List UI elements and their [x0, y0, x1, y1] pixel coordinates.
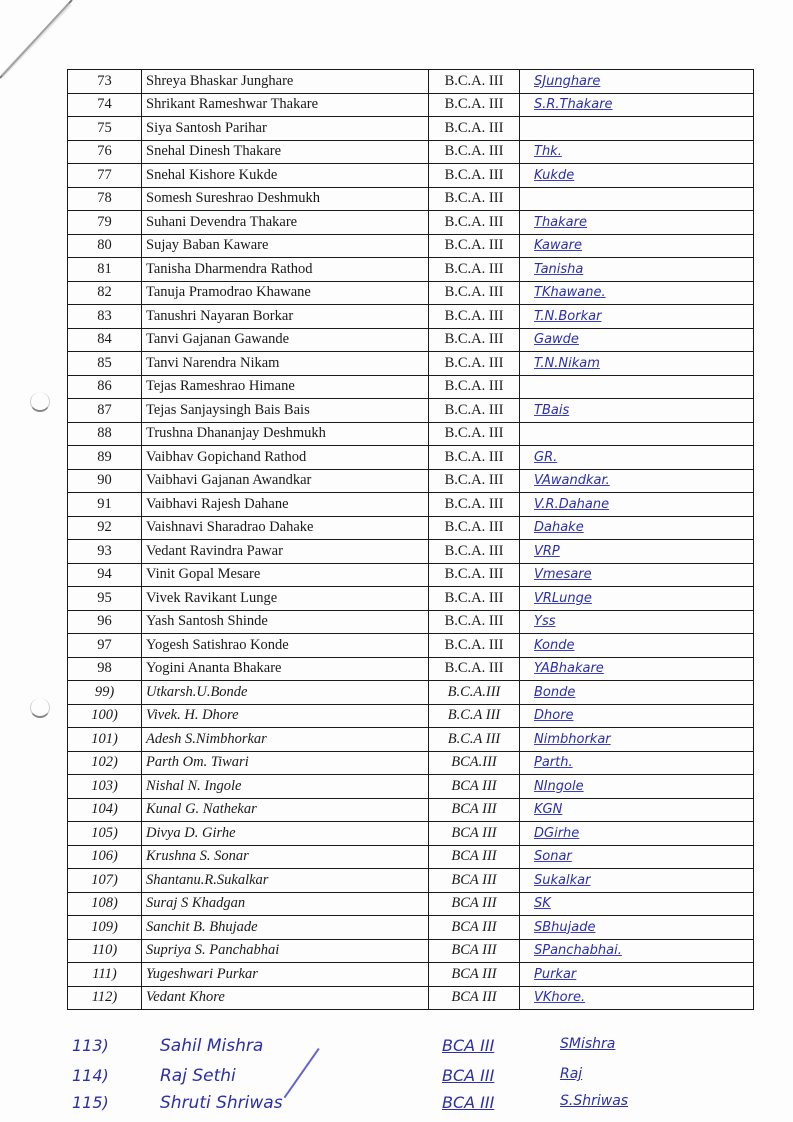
serial-number: 103) [68, 775, 142, 799]
signature-cell [520, 869, 754, 893]
student-name: Tanvi Narendra Nikam [142, 352, 429, 376]
handwritten-row [68, 775, 754, 799]
student-class: BCA III [429, 822, 520, 846]
signature: SK [534, 896, 551, 912]
signature-cell [520, 281, 754, 305]
student-name: Vaibhavi Gajanan Awandkar [142, 469, 429, 493]
page-corner-fold [0, 0, 75, 80]
student-name: Vinit Gopal Mesare [142, 563, 429, 587]
serial-number: 82 [68, 281, 142, 305]
signature-cell [520, 469, 754, 493]
signature-cell [520, 305, 754, 329]
student-class: B.C.A. III [429, 493, 520, 517]
student-class: BCA III [429, 775, 520, 799]
student-name: Yash Santosh Shinde [142, 610, 429, 634]
signature: Kaware [534, 238, 582, 254]
signature: DGirhe [534, 825, 580, 841]
signature: Sukalkar [534, 872, 591, 888]
handwritten-row [68, 939, 754, 963]
student-row [68, 164, 754, 188]
signature-cell [520, 352, 754, 376]
student-name: Raj Sethi [160, 1066, 236, 1086]
handwritten-row [68, 704, 754, 728]
student-row [68, 305, 754, 329]
serial-number: 76 [68, 140, 142, 164]
signature-cell [520, 399, 754, 423]
student-row [68, 70, 754, 94]
serial-number: 105) [68, 822, 142, 846]
student-name: Shruti Shriwas [160, 1093, 283, 1113]
serial-number: 91 [68, 493, 142, 517]
signature-cell [520, 211, 754, 235]
serial-number: 100) [68, 704, 142, 728]
student-class: B.C.A. III [429, 516, 520, 540]
handwritten-row [68, 916, 754, 940]
student-name: Suhani Devendra Thakare [142, 211, 429, 235]
signature: Kukde [534, 167, 575, 183]
signature: T.N.Nikam [534, 355, 600, 371]
signature-cell [520, 258, 754, 282]
signature-cell [520, 164, 754, 188]
student-class: B.C.A. III [429, 140, 520, 164]
student-class: B.C.A. III [429, 634, 520, 658]
serial-number: 80 [68, 234, 142, 258]
signature: SBhujade [534, 919, 596, 935]
student-name: Krushna S. Sonar [142, 845, 429, 869]
student-row [68, 187, 754, 211]
student-class: B.C.A. III [429, 469, 520, 493]
signature-cell [520, 822, 754, 846]
punch-hole-icon [30, 698, 50, 718]
signature-cell [520, 634, 754, 658]
student-name: Shrikant Rameshwar Thakare [142, 93, 429, 117]
signature: VRP [534, 543, 560, 559]
signature: TBais [534, 402, 570, 418]
student-class: B.C.A. III [429, 187, 520, 211]
signature: GR. [534, 449, 558, 465]
signature: Thakare [534, 214, 587, 230]
serial-number: 109) [68, 916, 142, 940]
serial-number: 73 [68, 70, 142, 94]
signature: V.R.Dahane [534, 496, 610, 512]
signature: TKhawane. [534, 285, 606, 301]
signature [524, 426, 534, 441]
student-row [68, 446, 754, 470]
student-name: Tejas Rameshrao Himane [142, 375, 429, 399]
student-class: BCA III [429, 798, 520, 822]
serial-number: 112) [68, 986, 142, 1010]
student-name: Yugeshwari Purkar [142, 963, 429, 987]
student-class: B.C.A. III [429, 117, 520, 141]
student-name: Kunal G. Nathekar [142, 798, 429, 822]
signature: Thk. [534, 144, 562, 160]
student-row [68, 399, 754, 423]
student-name: Vedant Khore [142, 986, 429, 1010]
student-row [68, 281, 754, 305]
student-name: Yogesh Satishrao Konde [142, 634, 429, 658]
signature-cell [520, 916, 754, 940]
student-class: B.C.A III [429, 728, 520, 752]
student-row [68, 375, 754, 399]
serial-number: 89 [68, 446, 142, 470]
signature [524, 121, 534, 136]
signature: Raj [560, 1066, 583, 1082]
student-class: BCA III [442, 1093, 495, 1112]
serial-number: 104) [68, 798, 142, 822]
signature-cell [520, 70, 754, 94]
student-row [68, 140, 754, 164]
handwritten-row [68, 681, 754, 705]
signature-cell [520, 963, 754, 987]
serial-number: 81 [68, 258, 142, 282]
signature: Tanisha [534, 261, 584, 277]
student-class: BCA III [429, 986, 520, 1010]
signature: Nimbhorkar [534, 731, 611, 747]
serial-number: 98 [68, 657, 142, 681]
student-class: BCA III [429, 892, 520, 916]
signature: Parth. [534, 755, 573, 771]
student-class: B.C.A. III [429, 540, 520, 564]
signature: S.R.Thakare [534, 97, 613, 113]
handwritten-row [68, 728, 754, 752]
serial-number: 108) [68, 892, 142, 916]
signature: VKhore. [534, 990, 586, 1006]
student-class: B.C.A. III [429, 375, 520, 399]
serial-number: 101) [68, 728, 142, 752]
signature-cell [520, 775, 754, 799]
student-name: Sahil Mishra [160, 1036, 264, 1056]
signature: KGN [534, 802, 563, 818]
student-row [68, 516, 754, 540]
serial-number: 102) [68, 751, 142, 775]
student-class: BCA III [429, 963, 520, 987]
signature: Gawde [534, 332, 579, 348]
signature-cell [520, 563, 754, 587]
signature-cell [520, 681, 754, 705]
serial-number: 113) [72, 1036, 109, 1055]
student-class: B.C.A. III [429, 587, 520, 611]
signature: YABhakare [534, 661, 604, 677]
student-class: BCA III [429, 916, 520, 940]
serial-number: 93 [68, 540, 142, 564]
punch-hole-icon [30, 392, 50, 412]
signature: SJunghare [534, 73, 601, 89]
student-name: Nishal N. Ingole [142, 775, 429, 799]
signature: Vmesare [534, 567, 592, 583]
serial-number: 83 [68, 305, 142, 329]
signature-cell [520, 845, 754, 869]
signature-cell [520, 986, 754, 1010]
signature-cell [520, 892, 754, 916]
student-name: Adesh S.Nimbhorkar [142, 728, 429, 752]
student-class: B.C.A. III [429, 211, 520, 235]
student-name: Tanisha Dharmendra Rathod [142, 258, 429, 282]
student-class: BCA.III [429, 751, 520, 775]
serial-number: 97 [68, 634, 142, 658]
signature-cell [520, 328, 754, 352]
student-class: BCA III [429, 939, 520, 963]
student-class: B.C.A. III [429, 563, 520, 587]
extra-row [70, 1036, 750, 1062]
student-name: Divya D. Girhe [142, 822, 429, 846]
signature: Purkar [534, 966, 577, 982]
student-name: Suraj S Khadgan [142, 892, 429, 916]
signature: T.N.Borkar [534, 308, 602, 324]
signature-cell [520, 187, 754, 211]
student-name: Tanuja Pramodrao Khawane [142, 281, 429, 305]
handwritten-row [68, 798, 754, 822]
signature: Dhore [534, 708, 574, 724]
signature-cell [520, 234, 754, 258]
extra-row [70, 1066, 750, 1092]
student-row [68, 610, 754, 634]
signature-cell [520, 117, 754, 141]
student-name: Vaibhav Gopichand Rathod [142, 446, 429, 470]
signature-cell [520, 375, 754, 399]
student-class: B.C.A. III [429, 305, 520, 329]
student-class: B.C.A. III [429, 93, 520, 117]
student-row [68, 93, 754, 117]
serial-number: 107) [68, 869, 142, 893]
student-row [68, 211, 754, 235]
student-class: B.C.A III [429, 704, 520, 728]
student-row [68, 493, 754, 517]
serial-number: 86 [68, 375, 142, 399]
student-class: B.C.A. III [429, 281, 520, 305]
student-class: B.C.A. III [429, 352, 520, 376]
serial-number: 84 [68, 328, 142, 352]
student-row [68, 634, 754, 658]
handwritten-row [68, 869, 754, 893]
student-name: Siya Santosh Parihar [142, 117, 429, 141]
student-class: B.C.A. III [429, 610, 520, 634]
serial-number: 92 [68, 516, 142, 540]
student-name: Supriya S. Panchabhai [142, 939, 429, 963]
student-row [68, 422, 754, 446]
student-class: B.C.A. III [429, 446, 520, 470]
serial-number: 95 [68, 587, 142, 611]
signature: VRLunge [534, 590, 592, 606]
student-name: Utkarsh.U.Bonde [142, 681, 429, 705]
serial-number: 75 [68, 117, 142, 141]
signature-cell [520, 422, 754, 446]
signature: Bonde [534, 684, 576, 700]
signature: Sonar [534, 849, 572, 865]
handwritten-row [68, 963, 754, 987]
student-class: BCA III [442, 1066, 495, 1085]
serial-number: 90 [68, 469, 142, 493]
student-name: Tejas Sanjaysingh Bais Bais [142, 399, 429, 423]
signature [524, 191, 534, 206]
student-name: Parth Om. Tiwari [142, 751, 429, 775]
student-row [68, 258, 754, 282]
signature-cell [520, 751, 754, 775]
serial-number: 115) [72, 1093, 109, 1112]
student-class: BCA III [429, 869, 520, 893]
handwritten-row [68, 822, 754, 846]
signature: Dahake [534, 520, 584, 536]
student-name: Vivek Ravikant Lunge [142, 587, 429, 611]
signature: Konde [534, 637, 575, 653]
signature-cell [520, 939, 754, 963]
student-name: Sanchit B. Bhujade [142, 916, 429, 940]
student-class: B.C.A. III [429, 164, 520, 188]
signature-cell [520, 446, 754, 470]
student-row [68, 563, 754, 587]
signature: NIngole [534, 778, 584, 794]
handwritten-row [68, 845, 754, 869]
serial-number: 106) [68, 845, 142, 869]
student-name: Shantanu.R.Sukalkar [142, 869, 429, 893]
signature-cell [520, 657, 754, 681]
signature-cell [520, 493, 754, 517]
signature-cell [520, 540, 754, 564]
signature-cell [520, 140, 754, 164]
signature [524, 379, 534, 394]
serial-number: 88 [68, 422, 142, 446]
serial-number: 110) [68, 939, 142, 963]
student-name: Shreya Bhaskar Junghare [142, 70, 429, 94]
student-row [68, 540, 754, 564]
signature-cell [520, 516, 754, 540]
serial-number: 96 [68, 610, 142, 634]
attendance-table [67, 69, 754, 1010]
student-name: Yogini Ananta Bhakare [142, 657, 429, 681]
student-name: Vaishnavi Sharadrao Dahake [142, 516, 429, 540]
signature-cell [520, 704, 754, 728]
student-row [68, 234, 754, 258]
student-name: Vaibhavi Rajesh Dahane [142, 493, 429, 517]
student-class: B.C.A. III [429, 328, 520, 352]
student-name: Tanushri Nayaran Borkar [142, 305, 429, 329]
handwritten-row [68, 751, 754, 775]
serial-number: 99) [68, 681, 142, 705]
serial-number: 114) [72, 1066, 109, 1085]
serial-number: 79 [68, 211, 142, 235]
student-row [68, 117, 754, 141]
handwritten-row [68, 986, 754, 1010]
student-row [68, 328, 754, 352]
student-name: Snehal Dinesh Thakare [142, 140, 429, 164]
signature-cell [520, 610, 754, 634]
student-name: Sujay Baban Kaware [142, 234, 429, 258]
signature: Yss [534, 614, 556, 630]
extra-row [70, 1093, 750, 1119]
student-name: Vivek. H. Dhore [142, 704, 429, 728]
student-row [68, 587, 754, 611]
attendance-table-body [68, 70, 754, 1010]
student-row [68, 352, 754, 376]
student-row [68, 657, 754, 681]
signature-cell [520, 728, 754, 752]
handwritten-row [68, 892, 754, 916]
serial-number: 85 [68, 352, 142, 376]
serial-number: 78 [68, 187, 142, 211]
signature-cell [520, 798, 754, 822]
student-class: B.C.A. III [429, 234, 520, 258]
student-name: Trushna Dhananjay Deshmukh [142, 422, 429, 446]
serial-number: 74 [68, 93, 142, 117]
signature-cell [520, 587, 754, 611]
serial-number: 94 [68, 563, 142, 587]
student-class: B.C.A. III [429, 422, 520, 446]
serial-number: 87 [68, 399, 142, 423]
serial-number: 111) [68, 963, 142, 987]
student-name: Snehal Kishore Kukde [142, 164, 429, 188]
student-class: B.C.A.III [429, 681, 520, 705]
serial-number: 77 [68, 164, 142, 188]
student-class: BCA III [429, 845, 520, 869]
student-name: Tanvi Gajanan Gawande [142, 328, 429, 352]
signature: SMishra [560, 1036, 616, 1052]
student-class: BCA III [442, 1036, 495, 1055]
student-class: B.C.A. III [429, 70, 520, 94]
student-class: B.C.A. III [429, 657, 520, 681]
signature: VAwandkar. [534, 473, 610, 489]
signature: SPanchabhai. [534, 943, 622, 959]
student-row [68, 469, 754, 493]
student-class: B.C.A. III [429, 399, 520, 423]
student-class: B.C.A. III [429, 258, 520, 282]
signature-cell [520, 93, 754, 117]
student-name: Vedant Ravindra Pawar [142, 540, 429, 564]
signature: S.Shriwas [560, 1093, 629, 1109]
student-name: Somesh Sureshrao Deshmukh [142, 187, 429, 211]
